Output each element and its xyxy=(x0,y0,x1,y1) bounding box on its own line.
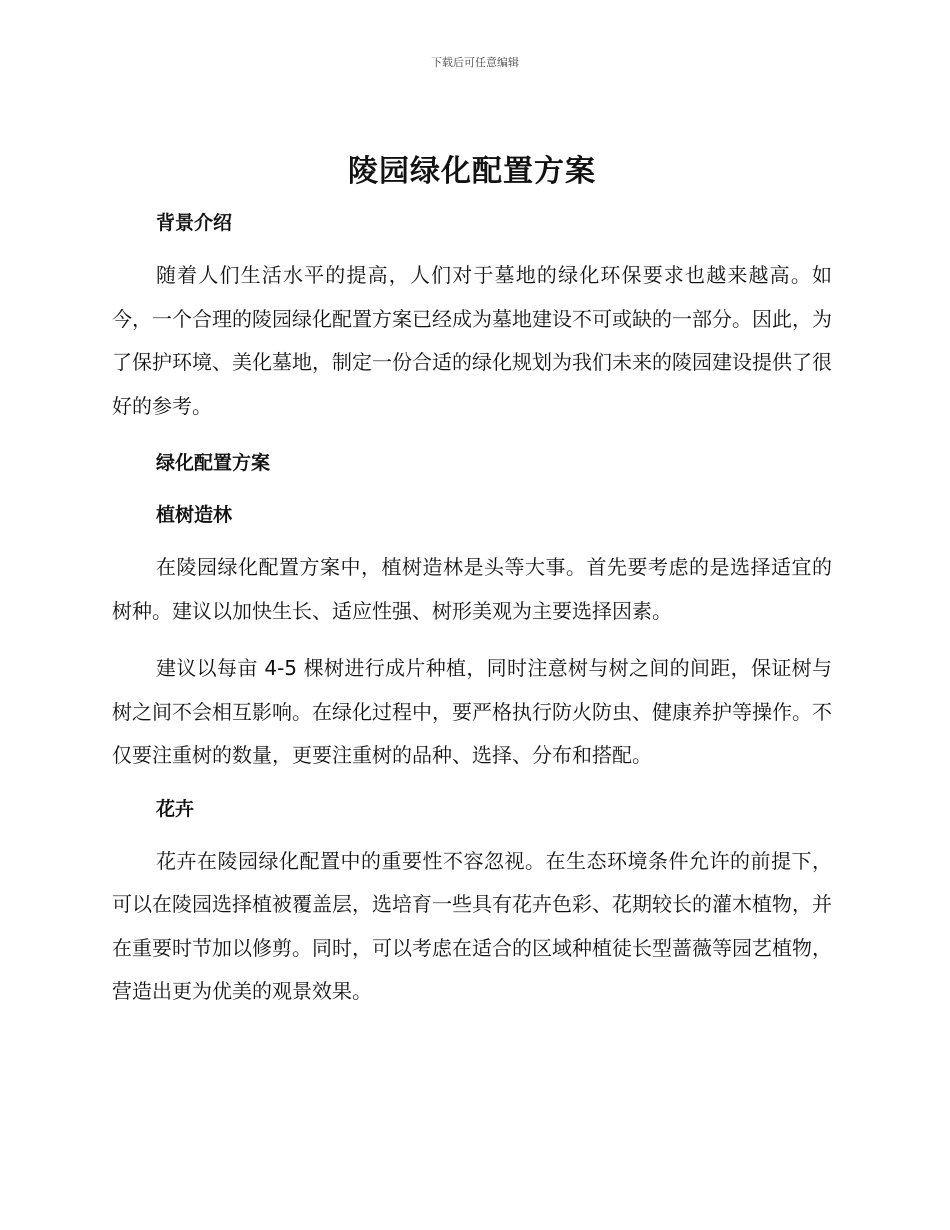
heading-background: 背景介绍 xyxy=(156,212,233,234)
paragraph-tree-planting-1: 在陵园绿化配置方案中，植树造林是头等大事。首先要考虑的是选择适宜的树种。建议以加快生长、适应性强、树形美观为主要选择因素。 xyxy=(112,555,832,623)
heading-flowers: 花卉 xyxy=(156,797,195,820)
document-title: 陵园绿化配置方案 xyxy=(348,154,596,189)
paragraph-flowers: 花卉在陵园绿化配置中的重要性不容忽视。在生态环境条件允许的前提下，可以在陵园选择植被覆盖层，选培育一些具有花卉色彩、花期较长的灌木植物，并在重要时节加以修剪。同时，可以考虑在适合的区域种植徒长型蔷薇等园艺植物，营造出更为优美的观景效果。 xyxy=(112,848,832,1003)
document-body xyxy=(112,150,832,1014)
heading-greening-plan: 绿化配置方案 xyxy=(156,452,271,474)
paragraph-background: 随着人们生活水平的提高，人们对于墓地的绿化环保要求也越来越高。如今，一个合理的陵园绿化配置方案已经成为墓地建设不可或缺的一部分。因此，为了保护环境、美化墓地，制定一份合适的绿化规划为我们未来的陵园建设提供了很好的参考。 xyxy=(112,263,832,418)
paragraph-tree-planting-2: 建议以每亩 4-5 棵树进行成片种植，同时注意树与树之间的间距，保证树与树之间不会相互影响。在绿化过程中，要严格执行防火防虫、健康养护等操作。不仅要注重树的数量，更要注重树的品种、选择、分布和搭配。 xyxy=(112,656,832,767)
page-header-note: 下载后可任意编辑 xyxy=(431,56,519,69)
heading-tree-planting: 植树造林 xyxy=(156,504,233,526)
